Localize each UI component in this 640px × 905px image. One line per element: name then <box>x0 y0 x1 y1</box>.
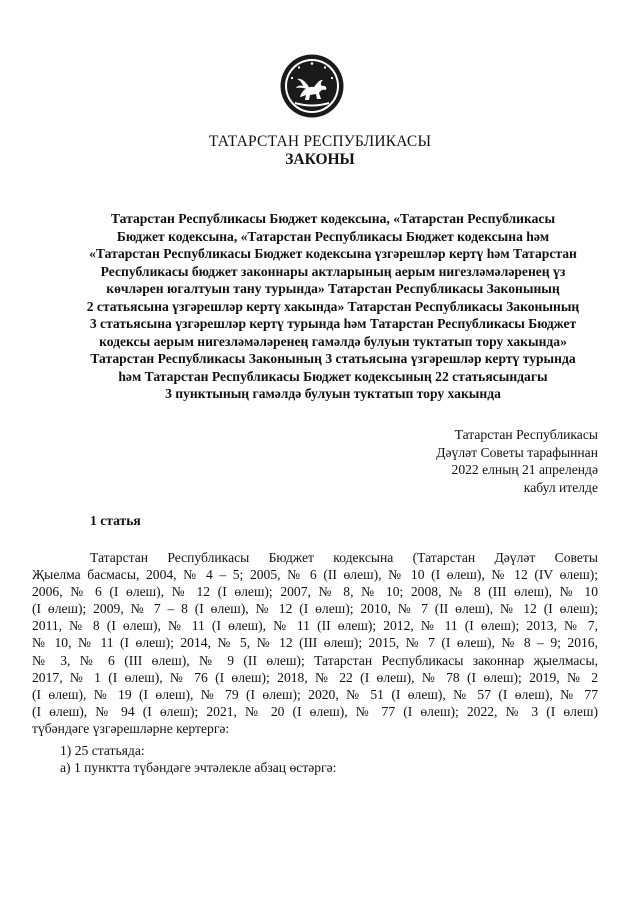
title-line: Республикасы бюджет законнары актларының аерым нигезләмәләренең үз <box>100 263 566 279</box>
adoption-line: Дәүләт Советы тарафыннан <box>436 444 598 460</box>
adoption-note <box>436 426 598 496</box>
adoption-line: Татарстан Республикасы <box>454 427 598 442</box>
title-line: «Татарстан Республикасы Бюджет кодексына үзгәрешләр кертү һәм Татарстан <box>89 246 577 261</box>
paragraph-line: 2011, № 8 (I өлеш), № 11 (I өлеш), № 11 (II өлеш); 2012, № 11 (I өлеш); 2013, № 7, <box>32 618 598 634</box>
adoption-line: кабул ителде <box>523 479 598 495</box>
list-item: а) 1 пунктта түбәндәге эчтәлекле абзац өстәргә: <box>60 760 337 775</box>
title-line: Бюджет кодексына, «Татарстан Республикасы Бюджет кодексына һәм <box>116 228 550 244</box>
paragraph-line: Җыелма басмасы, 2004, № 4 – 5; 2005, № 6 (II өлеш), № 10 (I өлеш), № 12 (IV өлеш); <box>32 567 598 583</box>
paragraph-line: (I өлеш); 2009, № 7 – 8 (I өлеш), № 12 (I өлеш); 2010, № 7 (II өлеш), № 12 (I өлеш); <box>32 601 598 617</box>
paragraph-line: Татарстан Республикасы Бюджет кодексына (Татарстан Дәүләт Советы <box>90 550 598 565</box>
coat-of-arms-icon <box>279 53 345 119</box>
title-line: 3 статьясына үзгәрешләр кертү турында һәм Татарстан Республикасы Бюджет <box>89 316 577 331</box>
article-heading: 1 статья <box>90 513 141 528</box>
title-line: 2 статьясына үзгәрешләр кертү хакында» Татарстан Республикасы Законының <box>86 298 580 314</box>
title-line: көчләрен югалтуын тану турында» Татарстан Республикасы Законының <box>106 281 560 296</box>
paragraph-line: 2017, № 1 (I өлеш), № 76 (I өлеш); 2018, № 22 (I өлеш), № 78 (I өлеш); 2019, № 2 <box>32 669 598 685</box>
title-line: кодексы аерым нигезләмәләренең гамәлдә булуын туктатып тору хакында» <box>99 333 567 349</box>
list-item: 1) 25 статьяда: <box>60 743 145 758</box>
paragraph-line: (I өлеш), № 19 (I өлеш), № 79 (I өлеш); 2020, № 51 (I өлеш), № 57 (I өлеш), № 77 <box>32 686 598 702</box>
title-line: Татарстан Республикасы Бюджет кодексына, «Татарстан Республикасы <box>110 211 556 226</box>
title-line: һәм Татарстан Республикасы Бюджет кодексының 22 статьясындагы <box>118 368 548 384</box>
title-line: Татарстан Республикасы Законының 3 статьясына үзгәрешләр кертү турында <box>90 351 576 366</box>
republic-name: ТАТАРСТАН РЕСПУБЛИКАСЫ <box>208 133 432 150</box>
paragraph-line: № 10, № 11 (I өлеш); 2014, № 5, № 12 (III өлеш); 2015, № 7 (I өлеш), № 8 – 9; 2016, <box>32 635 598 651</box>
law-title <box>50 210 616 403</box>
paragraph-line: түбәндәге үзгәрешләрне кертергә: <box>32 720 230 736</box>
paragraph-line: (I өлеш), № 94 (I өлеш); 2021, № 20 (I өлеш), № 77 (I өлеш); 2022, № 3 (I өлеш) <box>32 703 598 719</box>
adoption-line: 2022 елның 21 апрелендә <box>451 462 598 477</box>
law-label: ЗАКОНЫ <box>285 151 355 168</box>
article-paragraph <box>32 549 598 737</box>
paragraph-line: № 3, № 6 (III өлеш), № 9 (II өлеш); Татарстан Республикасы законнар җыелмасы, <box>32 652 598 668</box>
paragraph-line: 2006, № 6 (I өлеш), № 12 (I өлеш); 2007, № 8, № 10; 2008, № 8 (III өлеш), № 10 <box>32 584 598 600</box>
title-line: 3 пунктының гамәлдә булуын туктатып тору хакында <box>165 386 501 401</box>
